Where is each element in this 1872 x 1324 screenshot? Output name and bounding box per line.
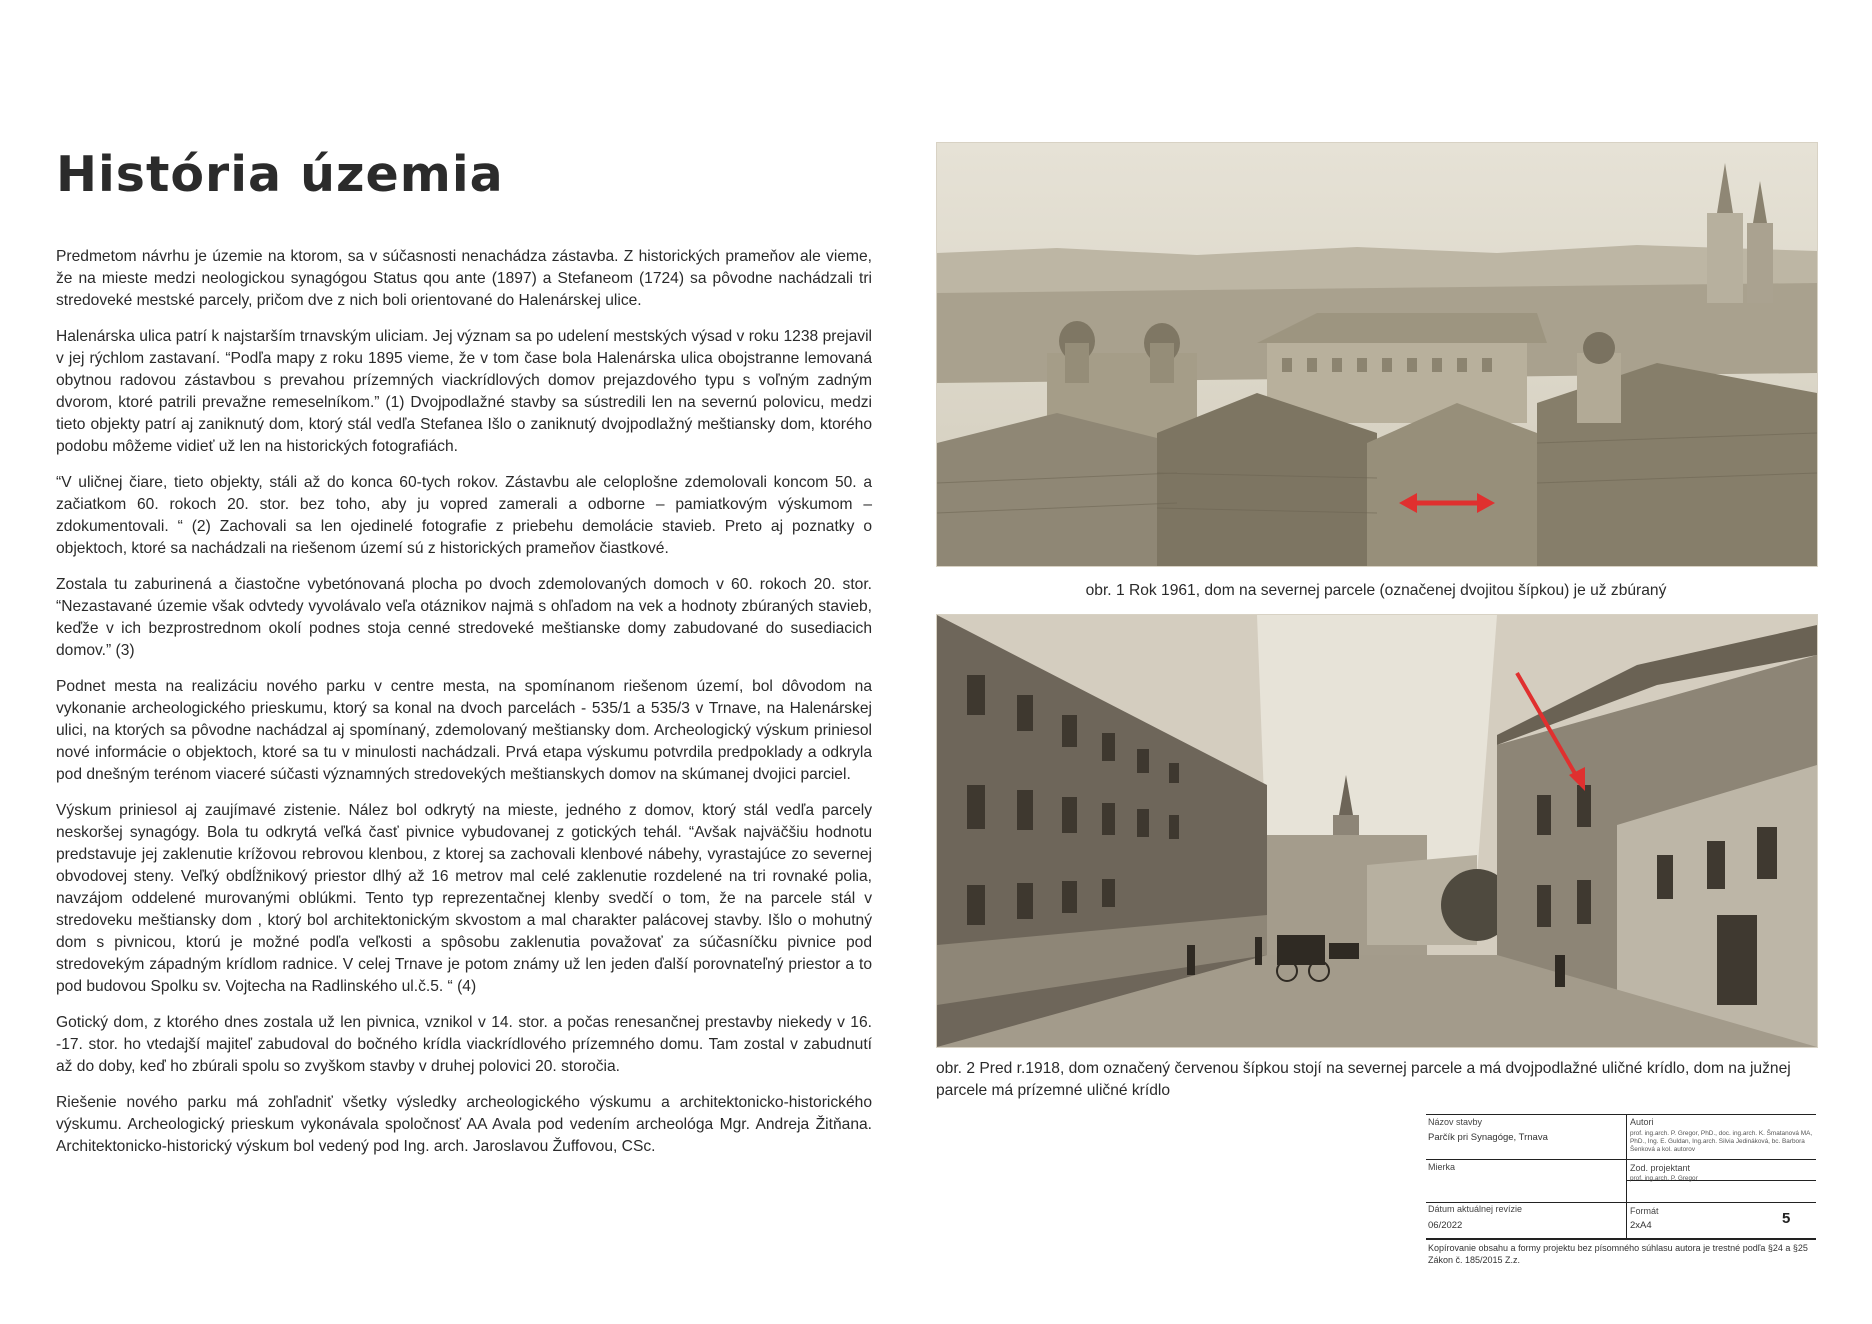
- authors-value: prof. ing.arch. P. Gregor, PhD., doc. ing.arch. K. Šmatanová MA, PhD., Ing. E. Guldan, Ing.arch. Silvia Jedináková, bc. Barbora Šenková a kol. autorov: [1630, 1130, 1813, 1153]
- historical-photo-street: [936, 614, 1818, 1048]
- scale-label: Mierka: [1428, 1162, 1456, 1172]
- paragraph: Podnet mesta na realizáciu nového parku v centre mesta, na spomínanom riešenom území, bol dôvodom na vykonanie archeologického prieskumu, ktorý sa konal na dvoch parcelách - 535/1 a 535/3 v Trnave, na Halenárskej ulici, na ktorých sa pôvodne nachádzal aj spomínaný, zdemolovaný meštiansky dom. Archeologický výskum priniesol nové informácie o objektoch, ktoré sa tu v minulosti nachádzali. Prvá etapa výskumu potvrdila predpoklady a odkryla pod dnešným terénom viaceré súčasti významných stredovekých meštianskych domov na skúmanej dvojici parciel.: [56, 678, 872, 783]
- format-label: Formát: [1630, 1206, 1659, 1216]
- paragraph: Halenárska ulica patrí k najstarším trnavským uliciam. Jej význam sa po udelení mestských výsad v roku 1238 prejavil v jej rýchlom zastavaní. “Podľa mapy z roku 1895 vieme, že v tom čase bola Halenárska ulica obojstranne lemovaná obytnou radovou zástavbou s prevahou prízemných viackrídlových domov prejazdového typu s voľným zadným dvorom, ktoré patrili prevažne remeselníkom.” (1) Dvojpodlažné stavby sa sústredili len na severnú polovicu, medzi tieto objekty patrí aj zaniknutý dom, ktorý stál vedľa Stefanea Išlo o zaniknutý dvojpodlažný meštiansky dom, ktorého podobu môžeme vidieť už len na historických fotografiách.: [56, 328, 872, 455]
- project-label: Názov stavby: [1428, 1117, 1483, 1127]
- designer-label: Zod. projektant: [1630, 1163, 1691, 1173]
- paragraph: Gotický dom, z ktorého dnes zostala už len pivnica, vznikol v 14. stor. a počas renesančnej prestavby niekedy v 16. -17. stor. ho vtedajší majiteľ zabudoval do bočného krídla viackrídlového prízemného domu. Tam zostal v zabudnutí až do doby, keď ho zbúrali spolu so zvyškom stavby v druhej polovici 20. storočia.: [56, 1014, 872, 1075]
- paragraph: Riešenie nového parku má zohľadniť všetky výsledky archeologického výskumu a architektonicko-historického výskumu. Archeologický prieskum vykonávala spoločnosť AA Avala pod vedením archeológa Mgr. Andreja Žitňana. Architektonicko-historický výskum bol vedený pod Ing. arch. Jaroslavou Žuffovou, CSc.: [56, 1094, 872, 1155]
- body-text: [56, 246, 872, 1172]
- page-title: História územia: [56, 146, 504, 203]
- designer-value: prof. ing.arch. P. Gregor: [1630, 1175, 1698, 1182]
- figure-caption: obr. 2 Pred r.1918, dom označený červenou šípkou stojí na severnej parcele a má dvojpodlažné uličné krídlo, dom na južnej parcele má prízemné uličné krídlo: [936, 1060, 1791, 1099]
- paragraph: Predmetom návrhu je územie na ktorom, sa v súčasnosti nenachádza zástavba. Z historických prameňov ale vieme, že na mieste medzi neologickou synagógou Status qou ante (1897) a Stefaneom (1724) sa pôvodne nachádzali tri stredoveké mestské parcely, pričom dve z nich boli orientované do Halenárskej ulice.: [56, 248, 872, 309]
- aerial-photo-illustration: [937, 143, 1817, 566]
- format-value: 2xA4: [1630, 1220, 1652, 1231]
- title-block: [1426, 1114, 1816, 1265]
- revision-value: 06/2022: [1428, 1220, 1463, 1231]
- street-photo-illustration: [937, 615, 1817, 1047]
- authors-label: Autori: [1630, 1117, 1654, 1127]
- historical-photo-aerial: [936, 142, 1818, 567]
- project-value: Parčík pri Synagóge, Trnava: [1428, 1132, 1548, 1143]
- copyright-notice: Kopírovanie obsahu a formy projektu bez písomného súhlasu autora je trestné podľa §24 a §25 Zákon č. 185/2015 Z.z.: [1428, 1243, 1808, 1265]
- paragraph: Výskum priniesol aj zaujímavé zistenie. Nález bol odkrytý na mieste, jedného z domov, ktorý stál vedľa parcely neskoršej synagógy. Bola tu odkrytá veľká časť pivnice vybudovanej z gotických tehál. “Avšak najväčšiu hodnotu predstavuje jej zaklenutie krížovou rebrovou klenbou, z ktorej sa zachovali klenbové nábehy, vyrastajúce zo severnej obvodovej steny. Veľký obdĺžnikový priestor dlhý až 16 metrov mal celé zaklenutie rozdelené na tri rovnaké polia, navzájom oddelené murovanými oblúkmi. Tento typ reprezentačnej klenby svedčí o tom, že na parcele stál v stredoveku meštiansky dom , ktorý bol architektonickým skvostom a mal charakter palácovej stavby. Išlo o mohutný dom s pivnicou, ktorú je možné podľa veľkosti a spôsobu zaklenutia považovať za súčasníčku pivnice pod stredovekým západným krídlom radnice. V celej Trnave je potom známy už len jeden ďalší porovnateľný priestor a to pod budovou Spolku sv. Vojtecha na Radlinského ul.č.5. “ (4): [56, 802, 872, 995]
- paragraph: “V uličnej čiare, tieto objekty, stáli až do konca 60-tych rokov. Zástavbu ale celoplošne zdemolovali koncom 50. a začiatkom 60. rokoch 20. stor. bez toho, aby ju vopred zamerali a odborne – pamiatkovým výskumom – zdokumentovali. “ (2) Zachovali sa len ojedinelé fotografie z priebehu demolácie stavieb. Preto aj poznatky o objektoch, ktoré sa nachádzali na riešenom území sú z historických prameňov čiastkové.: [56, 474, 872, 557]
- page-number: 5: [1782, 1210, 1791, 1227]
- paragraph: Zostala tu zaburinená a čiastočne vybetónovaná plocha po dvoch zdemolovaných domoch v 60. rokoch 20. stor. “Nezastavané územie však odvtedy vyvolávalo veľa otáznikov najmä s ohľadom na vek a hodnoty zbúraných stavieb, keďže v ich bezprostrednom okolí podnes stoja cenné stredoveké meštianske domy zabudované do susediacich domov.” (3): [56, 576, 872, 659]
- revision-label: Dátum aktuálnej revízie: [1428, 1204, 1523, 1214]
- figure-caption: obr. 1 Rok 1961, dom na severnej parcele (označenej dvojitou šípkou) je už zbúraný: [1085, 582, 1667, 599]
